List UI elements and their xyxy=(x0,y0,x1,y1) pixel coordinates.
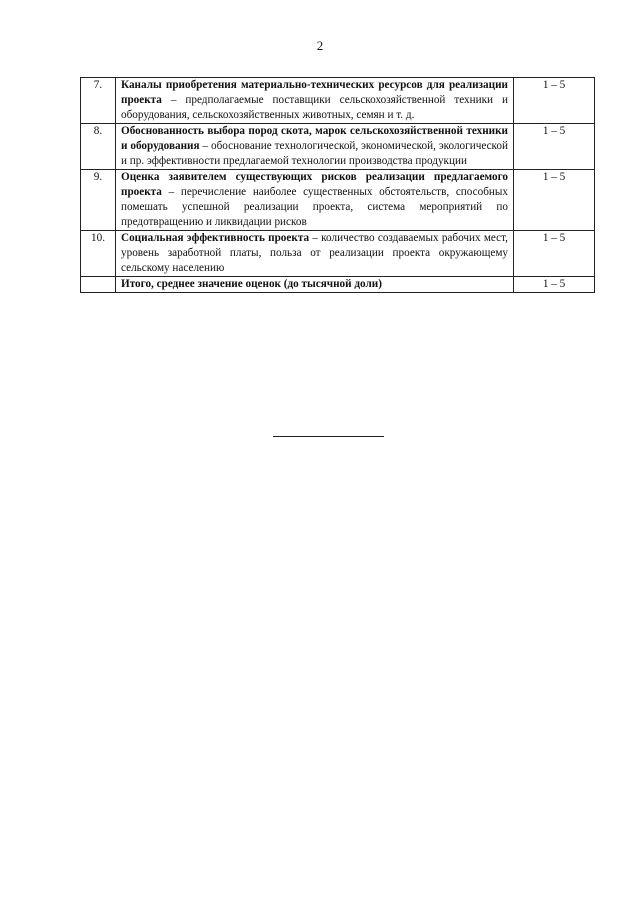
criterion-title: Обоснованность выбора пород скота, марок сельскохозяйственной техники и оборудования xyxy=(121,125,508,152)
row-number: 9. xyxy=(81,170,116,231)
criteria-table xyxy=(80,77,595,293)
criterion-title: Каналы приобретения материально-технических ресурсов для реализации проекта xyxy=(121,79,508,106)
criterion-text: – количество создаваемых рабочих мест, уровень заработной платы, польза от реализации проекта окружающему сельскому населению xyxy=(121,232,508,274)
criterion-title: Социальная эффективность проекта xyxy=(121,232,310,244)
row-number: 7. xyxy=(81,78,116,124)
end-divider xyxy=(273,436,384,437)
total-score: 1 – 5 xyxy=(514,277,595,293)
row-score: 1 – 5 xyxy=(514,231,595,277)
row-description xyxy=(116,124,514,170)
row-description xyxy=(116,78,514,124)
row-number: 10. xyxy=(81,231,116,277)
row-description xyxy=(116,231,514,277)
row-score: 1 – 5 xyxy=(514,78,595,124)
row-score: 1 – 5 xyxy=(514,124,595,170)
criterion-text: – перечисление наиболее существенных обстоятельств, способных помешать успешной реализации проекта, система мероприятий по предотвращению и ликвидации рисков xyxy=(121,186,508,228)
row-description xyxy=(116,170,514,231)
criterion-title: Оценка заявителем существующих рисков реализации предлагаемого проекта xyxy=(121,171,508,198)
table-row xyxy=(81,124,595,170)
total-label: Итого, среднее значение оценок (до тысячной доли) xyxy=(116,277,514,293)
table-row xyxy=(81,78,595,124)
total-number-cell xyxy=(81,277,116,293)
table-row xyxy=(81,231,595,277)
row-score: 1 – 5 xyxy=(514,170,595,231)
row-number: 8. xyxy=(81,124,116,170)
criterion-text: – предполагаемые поставщики сельскохозяйственной техники и оборудования, сельскохозяйственных животных, семян и т. д. xyxy=(121,94,508,121)
page-number: 2 xyxy=(316,38,324,53)
table-row xyxy=(81,170,595,231)
criterion-text: – обоснование технологической, экономической, экологической и пр. эффективности предлагаемой технологии производства продукции xyxy=(121,140,508,167)
total-row xyxy=(81,277,595,293)
